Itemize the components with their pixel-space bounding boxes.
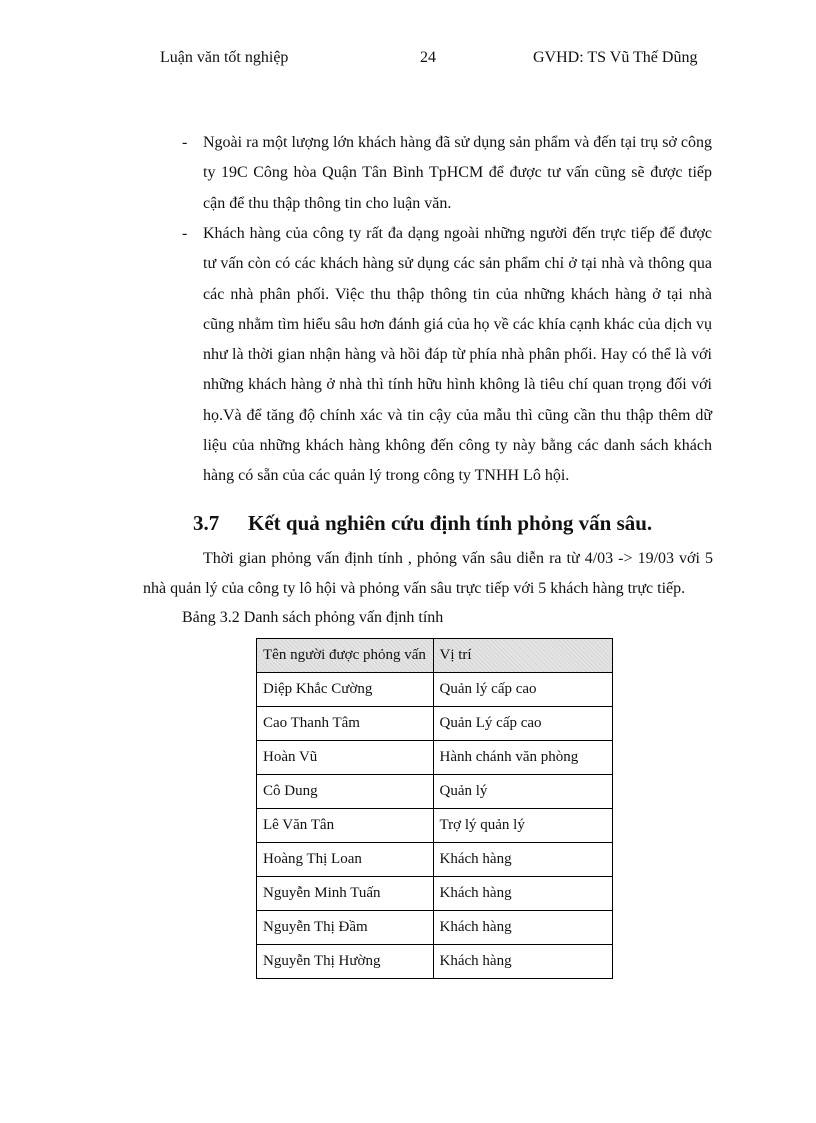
- bullet-text: Khách hàng của công ty rất đa dạng ngoài những người đến trực tiếp để được tư vấn còn có các khách hàng sử dụng các sản phẩm chỉ ở tại nhà và thông qua các nhà phân phối. Việc thu thập thông tin của những khách hàng ở tại nhà cũng nhằm tìm hiểu sâu hơn đánh giá của họ về các khía cạnh khác của dịch vụ như là thời gian nhận hàng và hồi đáp từ phía nhà phân phối. Hay có thể là với những khách hàng ở nhà thì tính hữu hình không là tiêu chí quan trọng đối với họ.Và để tăng độ chính xác và tin cậy của mẫu thì cũng cần thu thập thêm dữ liệu của những khách hàng không đến công ty này bằng các danh sách khách hàng có sẵn của các quản lý trong công ty TNHH Lô hội.: [203, 225, 712, 485]
- header-left-title: Luận văn tốt nghiệp: [160, 49, 289, 66]
- cell-position: Hành chánh văn phòng: [433, 741, 612, 775]
- bullet-item: [182, 128, 712, 219]
- cell-position: Quản lý cấp cao: [433, 673, 612, 707]
- header-advisor: GVHD: TS Vũ Thế Dũng: [533, 49, 698, 66]
- cell-name: Cao Thanh Tâm: [257, 707, 434, 741]
- section-number: 3.7: [193, 511, 220, 535]
- cell-position: Quản Lý cấp cao: [433, 707, 612, 741]
- table-row: [257, 945, 613, 979]
- column-header-position: Vị trí: [433, 639, 612, 673]
- table-caption: Bảng 3.2 Danh sách phỏng vấn định tính: [182, 609, 444, 626]
- interview-table: [256, 638, 613, 979]
- bullet-text: Ngoài ra một lượng lớn khách hàng đã sử dụng sản phẩm và đến tại trụ sở công ty 19C Công hòa Quận Tân Bình TpHCM để được tư vấn cũng sẽ được tiếp cận để thu thập thông tin cho luận văn.: [203, 134, 712, 212]
- cell-position: Quản lý: [433, 775, 612, 809]
- bullet-item: [182, 219, 712, 492]
- table-row: [257, 809, 613, 843]
- table-row: [257, 775, 613, 809]
- page-number: 24: [420, 49, 436, 66]
- table-header-row: [257, 639, 613, 673]
- cell-position: Khách hàng: [433, 911, 612, 945]
- cell-name: Hoàn Vũ: [257, 741, 434, 775]
- cell-name: Lê Văn Tân: [257, 809, 434, 843]
- cell-position: Trợ lý quản lý: [433, 809, 612, 843]
- table-row: [257, 741, 613, 775]
- table-row: [257, 911, 613, 945]
- section-title: Kết quả nghiên cứu định tính phỏng vấn sâu.: [248, 511, 653, 535]
- table-row: [257, 707, 613, 741]
- table-row: [257, 843, 613, 877]
- table-row: [257, 877, 613, 911]
- cell-position: Khách hàng: [433, 945, 612, 979]
- cell-position: Khách hàng: [433, 843, 612, 877]
- bullet-marker: -: [182, 225, 188, 242]
- cell-name: Nguyễn Minh Tuấn: [257, 877, 434, 911]
- bullet-marker: -: [182, 134, 188, 151]
- cell-name: Nguyễn Thị Đầm: [257, 911, 434, 945]
- cell-name: Cô Dung: [257, 775, 434, 809]
- table-row: [257, 673, 613, 707]
- cell-name: Hoàng Thị Loan: [257, 843, 434, 877]
- cell-name: Diệp Khắc Cường: [257, 673, 434, 707]
- column-header-name: Tên người được phỏng vấn: [257, 639, 434, 673]
- section-heading: [193, 508, 652, 538]
- cell-name: Nguyễn Thị Hường: [257, 945, 434, 979]
- body-paragraph: Thời gian phỏng vấn định tính , phỏng vấn sâu diễn ra từ 4/03 -> 19/03 với 5 nhà quản lý của công ty lô hội và phỏng vấn sâu trực tiếp với 5 khách hàng trực tiếp.: [143, 550, 713, 597]
- cell-position: Khách hàng: [433, 877, 612, 911]
